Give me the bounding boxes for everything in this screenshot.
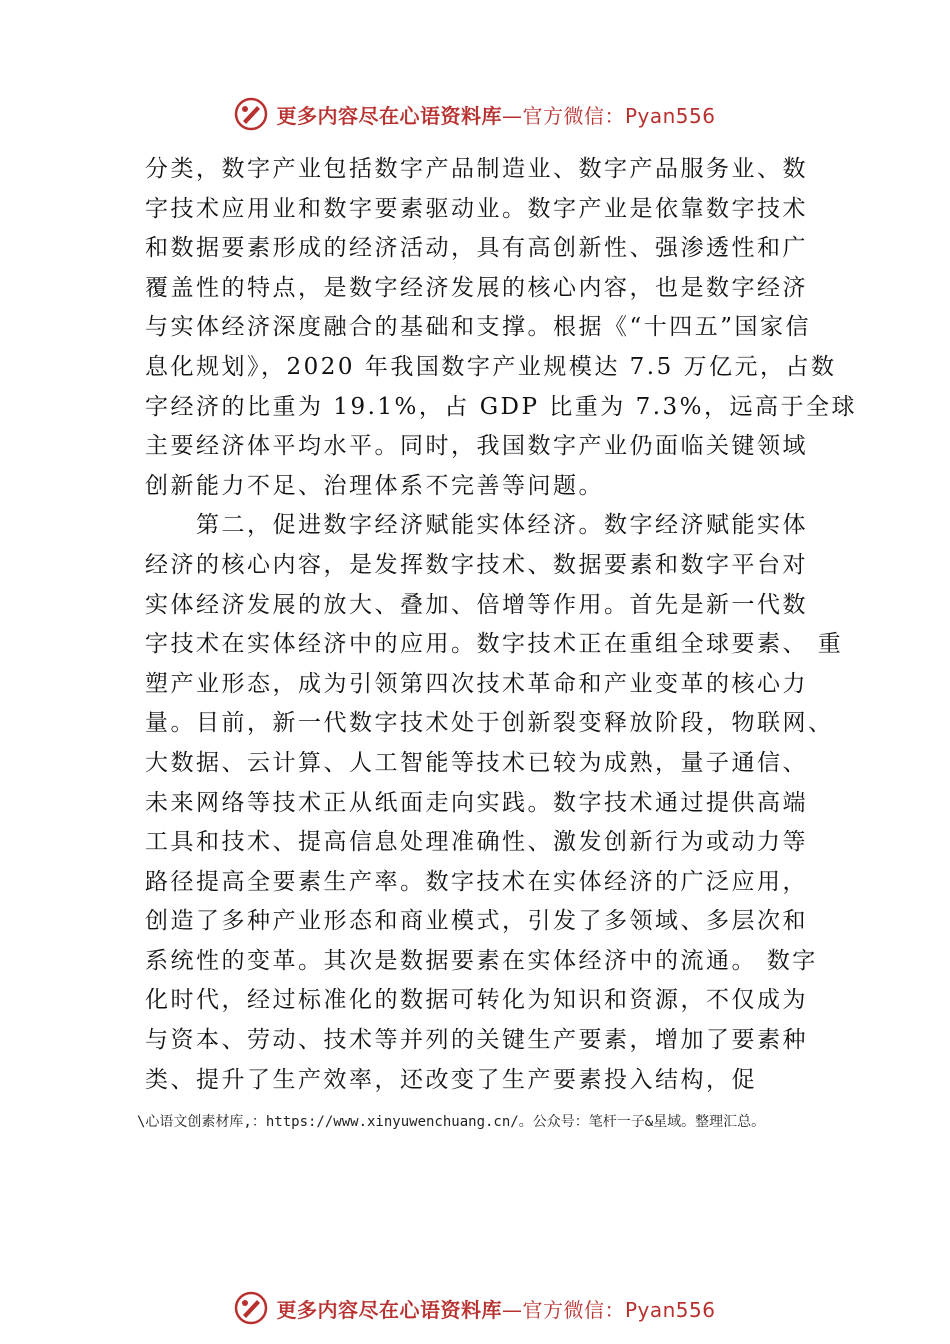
banner-text (276, 1294, 715, 1323)
body-line: 系统性的变革。其次是数据要素在实体经济中的流通。 数字 (145, 947, 818, 974)
body-line: 字经济的比重为 19.1%，占 GDP 比重为 7.3%，远高于全球 (145, 393, 858, 420)
body-line: 字技术应用业和数字要素驱动业。数字产业是依靠数字技术 (145, 195, 808, 222)
body-line: 塑产业形态，成为引领第四次技术革命和产业变革的核心力 (145, 670, 808, 697)
body-line: 分类，数字产业包括数字产品制造业、数字产品服务业、数 (145, 156, 808, 182)
red-seal-logo-icon (234, 97, 268, 131)
banner-wechat-text: —官方微信：Pyan556 (501, 1297, 716, 1322)
body-line: 创造了多种产业形态和商业模式，引发了多领域、多层次和 (145, 908, 808, 935)
body-line: 主要经济体平均水平。同时，我国数字产业仍面临关键领域 (145, 433, 808, 460)
body-line: 字技术在实体经济中的应用。数字技术正在重组全球要素、 重 (145, 631, 844, 658)
body-line: 量。目前，新一代数字技术处于创新裂变释放阶段，物联网、 (145, 710, 834, 737)
body-line: 化时代，经过标准化的数据可转化为知识和资源，不仅成为 (145, 987, 808, 1014)
source-footnote: \心语文创素材库,：https://www.xinyuwenchuang.cn/。公众号：笔杆一子&星域。整理汇总。 (137, 1114, 766, 1130)
body-line: 息化规划》，2020 年我国数字产业规模达 7.5 万亿元，占数 (145, 353, 837, 380)
article-body (145, 150, 858, 1100)
body-line: 创新能力不足、治理体系不完善等问题。 (145, 472, 604, 499)
header-banner (0, 94, 950, 134)
body-line: 类、提升了生产效率，还改变了生产要素投入结构，促 (145, 1066, 757, 1093)
body-line: 经济的核心内容，是发挥数字技术、数据要素和数字平台对 (145, 551, 808, 578)
banner-wechat-text: —官方微信：Pyan556 (501, 103, 716, 128)
red-seal-logo-icon (234, 1291, 268, 1325)
body-line: 第二，促进数字经济赋能实体经济。数字经济赋能实体 (145, 512, 808, 539)
body-line: 覆盖性的特点，是数字经济发展的核心内容，也是数字经济 (145, 274, 808, 301)
body-line: 与资本、劳动、技术等并列的关键生产要素，增加了要素种 (145, 1027, 808, 1054)
body-line: 工具和技术、提高信息处理准确性、激发创新行为或动力等 (145, 829, 808, 856)
body-line: 和数据要素形成的经济活动，具有高创新性、强渗透性和广 (145, 235, 808, 262)
banner-main-text: 更多内容尽在心语资料库 (276, 1297, 502, 1322)
footer-banner (0, 1288, 950, 1328)
banner-main-text: 更多内容尽在心语资料库 (276, 103, 502, 128)
body-line: 与实体经济深度融合的基础和支撑。根据《“十四五”国家信 (145, 314, 812, 341)
body-line: 未来网络等技术正从纸面走向实践。数字技术通过提供高端 (145, 789, 808, 816)
body-line: 大数据、云计算、人工智能等技术已较为成熟，量子通信、 (145, 749, 808, 776)
banner-text (276, 100, 715, 129)
body-line: 实体经济发展的放大、叠加、倍增等作用。首先是新一代数 (145, 591, 808, 618)
body-line: 路径提高全要素生产率。数字技术在实体经济的广泛应用， (145, 868, 808, 895)
